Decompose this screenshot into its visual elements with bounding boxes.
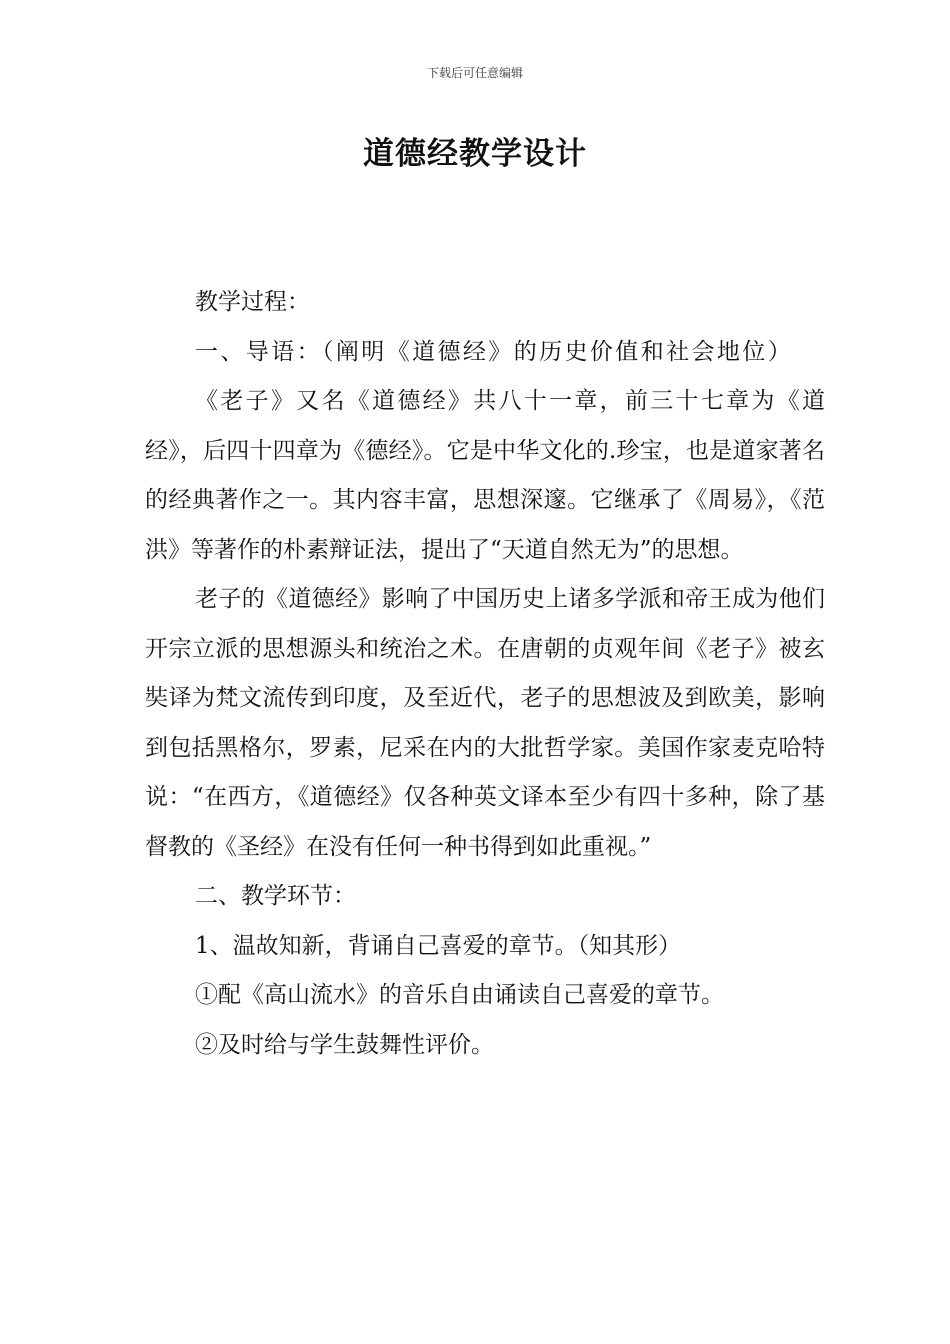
paragraph-laozi-influence: 老子的《道德经》影响了中国历史上诸多学派和帝王成为他们开宗立派的思想源头和统治之术。在唐朝的贞观年间《老子》被玄奘译为梵文流传到印度，及至近代，老子的思想波及到欧美，影响到包括黑格尔，罗素，尼采在内的大批哲学家。美国作家麦克哈特说：“在西方，《道德经》仅各种英文译本至少有四十多种，除了基督教的《圣经》在没有任何一种书得到如此重视。”: [145, 586, 825, 860]
header-note: 下载后可任意编辑: [426, 66, 523, 80]
document-body: [145, 278, 825, 1070]
paragraph-step-one-b: ②及时给与学生鼓舞性评价。: [195, 1031, 494, 1058]
document-title: 道德经教学设计: [363, 136, 587, 172]
paragraph-step-one-a: ①配《高山流水》的音乐自由诵读自己喜爱的章节。: [195, 982, 724, 1008]
paragraph-laozi-intro: 《老子》又名《道德经》共八十一章，前三十七章为《道经》，后四十四章为《德经》。它是中华文化的.珍宝，也是道家著名的经典著作之一。其内容丰富，思想深邃。它继承了《周易》，《范洪》等著作的朴素辩证法，提出了“天道自然无为”的思想。: [145, 388, 825, 563]
paragraph-teaching-steps-heading: 二、教学环节：: [195, 883, 356, 909]
paragraph-step-one: 1、温故知新，背诵自己喜爱的章节。（知其形）: [195, 932, 682, 959]
paragraph-intro-heading: 一、导语：（阐明《道德经》的历史价值和社会地位）: [195, 338, 794, 365]
paragraph-process-heading: 教学过程：: [195, 289, 310, 315]
